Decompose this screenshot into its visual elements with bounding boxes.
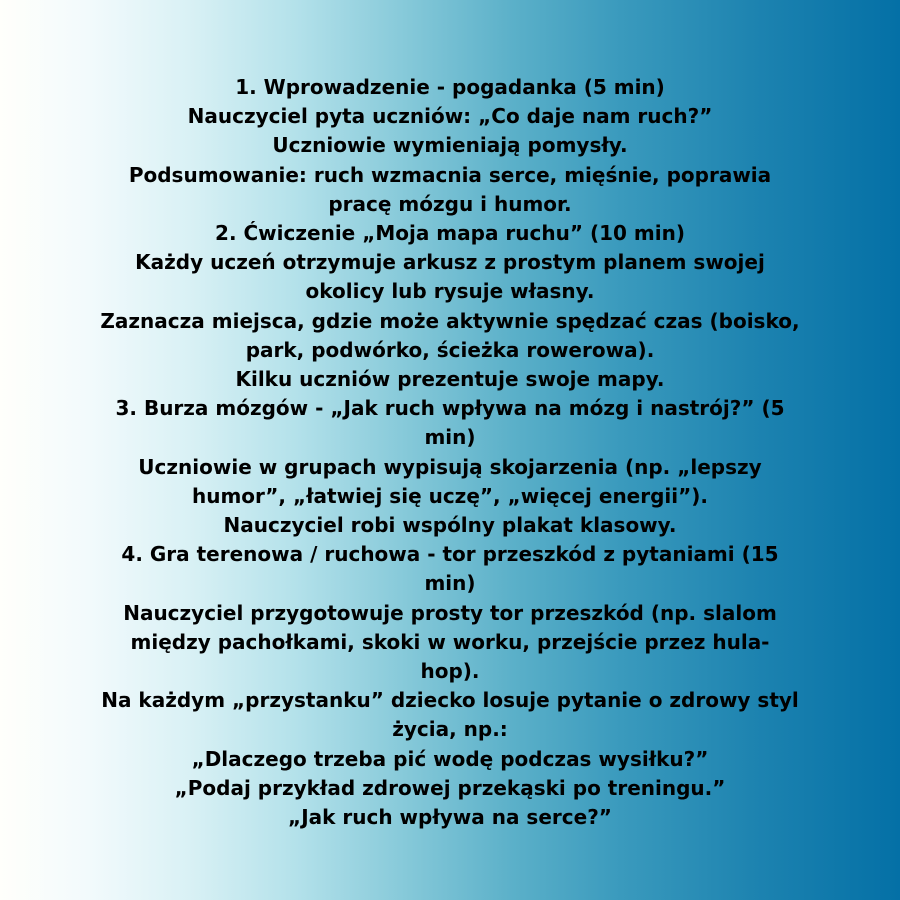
text-line: Nauczyciel robi wspólny plakat klasowy. xyxy=(223,513,677,538)
text-line: 1. Wprowadzenie - pogadanka (5 min) xyxy=(235,75,665,99)
text-line: hop). xyxy=(420,659,480,684)
text-line: humor”, „łatwiej się uczę”, „więcej energii”). xyxy=(191,483,709,508)
text-line: Na każdym „przystanku” dziecko losuje pytanie o zdrowy styl xyxy=(101,688,799,713)
text-line: Każdy uczeń otrzymuje arkusz z prostym planem swojej xyxy=(135,250,765,275)
text-line: Uczniowie wymieniają pomysły. xyxy=(272,133,628,158)
text-line: „Podaj przykład zdrowej przekąski po treningu.” xyxy=(174,775,726,800)
text-line: „Jak ruch wpływa na serce?” xyxy=(288,805,612,830)
text-line: min) xyxy=(424,571,476,596)
text-line: pracę mózgu i humor. xyxy=(328,191,572,216)
text-line: „Dlaczego trzeba pić wodę podczas wysiłku?” xyxy=(191,746,709,771)
text-line: Nauczyciel pyta uczniów: „Co daje nam ruch?” xyxy=(187,104,713,129)
text-line: Podsumowanie: ruch wzmacnia serce, mięśnie, poprawia xyxy=(128,162,772,187)
text-line: park, podwórko, ścieżka rowerowa). xyxy=(245,337,655,362)
text-line: 2. Ćwiczenie „Moja mapa ruchu” (10 min) xyxy=(215,221,685,246)
text-line: 3. Burza mózgów - „Jak ruch wpływa na mózg i nastrój?” (5 xyxy=(115,396,785,421)
text-line: Uczniowie w grupach wypisują skojarzenia (np. „lepszy xyxy=(138,454,762,479)
text-line: okolicy lub rysuje własny. xyxy=(305,279,595,304)
text-line: Nauczyciel przygotowuje prosty tor przeszkód (np. slalom xyxy=(123,600,777,625)
text-line: 4. Gra terenowa / ruchowa - tor przeszkód z pytaniami (15 xyxy=(121,542,779,567)
text-line: między pachołkami, skoki w worku, przejście przez hula- xyxy=(130,629,770,654)
text-line: min) xyxy=(424,425,476,450)
text-line: Kilku uczniów prezentuje swoje mapy. xyxy=(235,367,665,392)
text-line: życia, np.: xyxy=(392,717,508,742)
text-line: Zaznacza miejsca, gdzie może aktywnie spędzać czas (boisko, xyxy=(100,308,800,333)
